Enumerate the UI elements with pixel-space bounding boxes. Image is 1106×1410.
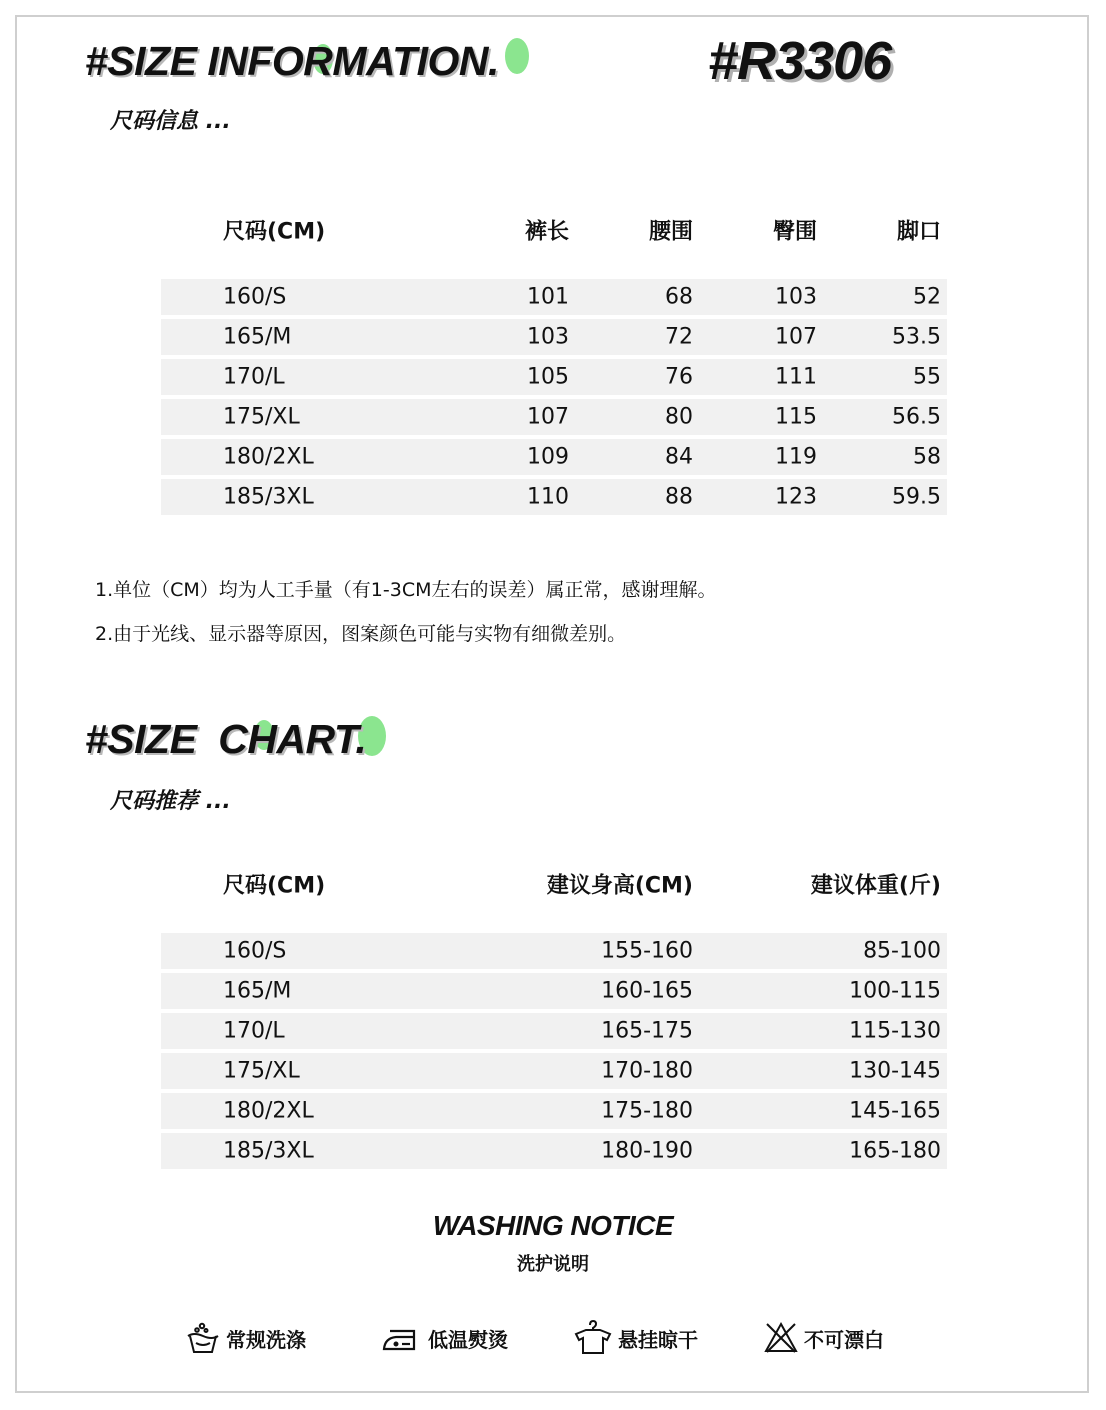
value-cell: 115: [775, 404, 817, 430]
size-cell: 185/3XL: [223, 484, 314, 510]
table-row: [161, 1053, 947, 1089]
value-cell: 58: [913, 444, 941, 470]
size-cell: 165/M: [223, 324, 292, 350]
value-cell: 165-175: [601, 1018, 693, 1044]
value-cell: 55: [913, 364, 941, 390]
value-cell: 103: [527, 324, 569, 350]
care-item-wash: [186, 1318, 306, 1358]
table-row: [161, 973, 947, 1009]
table-row: [161, 479, 947, 515]
value-cell: 76: [665, 364, 693, 390]
product-code: #R3306: [708, 31, 892, 91]
table-row: [161, 359, 947, 395]
size-cell: 160/S: [223, 284, 287, 310]
care-label: 低温熨烫: [428, 1327, 508, 1352]
notes: [95, 568, 716, 656]
column-header: 尺码(CM): [223, 219, 326, 245]
value-cell: 85-100: [863, 938, 941, 964]
washing-notice-subtitle: 洗护说明: [517, 1254, 589, 1275]
value-cell: 59.5: [892, 484, 941, 510]
table-header: [161, 864, 947, 904]
washing-notice-title: WASHING NOTICE: [432, 1210, 674, 1241]
value-cell: 72: [665, 324, 693, 350]
column-header: 脚口: [896, 219, 941, 245]
table-header: [161, 210, 947, 250]
value-cell: 80: [665, 404, 693, 430]
size-information-title: #SIZE INFORMATION.: [85, 38, 499, 84]
table-row: [161, 933, 947, 969]
value-cell: 145-165: [849, 1098, 941, 1124]
value-cell: 100-115: [849, 978, 941, 1004]
table-row: [161, 1093, 947, 1129]
value-cell: 105: [527, 364, 569, 390]
table-row: [161, 399, 947, 435]
value-cell: 56.5: [892, 404, 941, 430]
size-information-subtitle: 尺码信息 ...: [110, 109, 231, 134]
care-item-hang-dry: [574, 1318, 698, 1358]
table-row: [161, 1133, 947, 1169]
care-label: 悬挂晾干: [618, 1327, 698, 1352]
size-chart-subtitle: 尺码推荐 ...: [110, 789, 231, 814]
no-bleach-icon: [764, 1321, 798, 1355]
care-item-iron: [382, 1318, 508, 1358]
value-cell: 107: [775, 324, 817, 350]
size-cell: 170/L: [223, 1018, 285, 1044]
table-row: [161, 439, 947, 475]
care-label: 常规洗涤: [226, 1327, 306, 1352]
column-header: 腰围: [648, 219, 693, 245]
value-cell: 103: [775, 284, 817, 310]
value-cell: 160-165: [601, 978, 693, 1004]
size-cell: 185/3XL: [223, 1138, 314, 1164]
value-cell: 52: [913, 284, 941, 310]
size-cell: 160/S: [223, 938, 287, 964]
size-cell: 170/L: [223, 364, 285, 390]
value-cell: 123: [775, 484, 817, 510]
value-cell: 111: [775, 364, 817, 390]
size-cell: 175/XL: [223, 1058, 300, 1084]
note-line: 2.由于光线、显示器等原因，图案颜色可能与实物有细微差别。: [95, 623, 627, 645]
value-cell: 109: [527, 444, 569, 470]
value-cell: 165-180: [849, 1138, 941, 1164]
value-cell: 130-145: [849, 1058, 941, 1084]
care-item-no-bleach: [764, 1318, 884, 1358]
value-cell: 88: [665, 484, 693, 510]
table-row: [161, 1013, 947, 1049]
size-cell: 180/2XL: [223, 1098, 314, 1124]
size-chart-table: [161, 864, 947, 1173]
column-header: 尺码(CM): [223, 873, 326, 899]
table-row: [161, 319, 947, 355]
value-cell: 107: [527, 404, 569, 430]
column-header: 裤长: [524, 219, 569, 245]
size-cell: 180/2XL: [223, 444, 314, 470]
column-header: 建议体重(斤): [810, 873, 941, 899]
size-cell: 165/M: [223, 978, 292, 1004]
value-cell: 180-190: [601, 1138, 693, 1164]
value-cell: 110: [527, 484, 569, 510]
value-cell: 119: [775, 444, 817, 470]
care-label: 不可漂白: [804, 1327, 884, 1352]
value-cell: 155-160: [601, 938, 693, 964]
value-cell: 101: [527, 284, 569, 310]
column-header: 臀围: [772, 219, 817, 245]
value-cell: 175-180: [601, 1098, 693, 1124]
accent-blob: [505, 38, 529, 74]
size-chart-title: #SIZE CHART.: [85, 716, 367, 762]
value-cell: 68: [665, 284, 693, 310]
value-cell: 115-130: [849, 1018, 941, 1044]
size-info-table: [161, 210, 947, 519]
column-header: 建议身高(CM): [546, 873, 693, 899]
note-line: 1.单位（CM）均为人工手量（有1-3CM左右的误差）属正常，感谢理解。: [95, 579, 717, 601]
value-cell: 84: [665, 444, 693, 470]
wash-basin-icon: [186, 1321, 220, 1355]
hang-dry-icon: [574, 1320, 612, 1356]
size-cell: 175/XL: [223, 404, 300, 430]
value-cell: 53.5: [892, 324, 941, 350]
value-cell: 170-180: [601, 1058, 693, 1084]
iron-icon: [382, 1321, 422, 1355]
table-row: [161, 279, 947, 315]
